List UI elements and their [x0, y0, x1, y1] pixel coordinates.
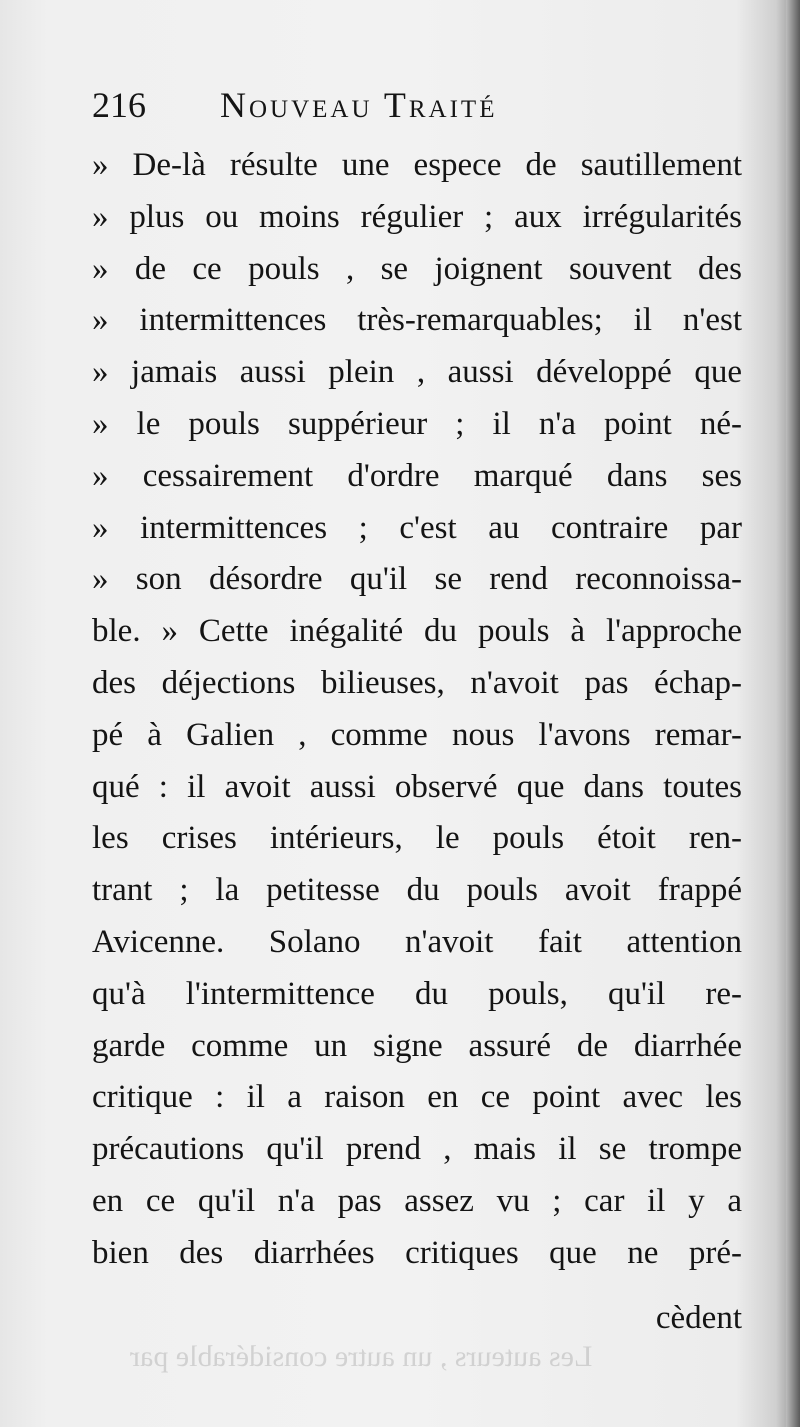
text-line: pé à Galien , comme nous l'avons remar- — [92, 716, 742, 753]
bleed-through-text: Les auteurs , un autre considérable par — [130, 1340, 593, 1373]
text-line: » de ce pouls , se joignent souvent des — [92, 250, 742, 287]
text-line: Avicenne. Solano n'avoit fait attention — [92, 923, 742, 960]
catchword: cèdent — [655, 1300, 742, 1336]
text-line: ble. » Cette inégalité du pouls à l'approche — [92, 613, 742, 650]
text-line: » plus ou moins régulier ; aux irrégularités — [92, 198, 742, 235]
text-line: des déjections bilieuses, n'avoit pas échap- — [92, 664, 742, 701]
text-line: » intermittences très-remarquables; il n'est — [92, 302, 742, 339]
text-line: bien des diarrhées critiques que ne pré- — [92, 1234, 742, 1271]
text-line: trant ; la petitesse du pouls avoit frappé — [92, 872, 742, 909]
text-line: » son désordre qu'il se rend reconnoissa- — [92, 561, 742, 598]
page-number: 216 — [92, 85, 146, 125]
running-title: Nouveau Traité — [220, 85, 498, 125]
text-line: » jamais aussi plein , aussi développé que — [92, 354, 742, 391]
page-edge-shadow — [786, 0, 800, 1427]
text-line: » De-là résulte une espece de sautillement — [92, 147, 742, 183]
page-header — [92, 78, 652, 134]
text-line: précautions qu'il prend , mais il se trompe — [92, 1131, 742, 1168]
text-line: » cessairement d'ordre marqué dans ses — [92, 457, 742, 494]
text-line: critique : il a raison en ce point avec les — [92, 1079, 742, 1116]
text-line: en ce qu'il n'a pas assez vu ; car il y a — [92, 1182, 742, 1219]
text-line: qué : il avoit aussi observé que dans toutes — [92, 768, 742, 805]
text-line: les crises intérieurs, le pouls étoit ren- — [92, 820, 742, 857]
body-text — [92, 140, 742, 1280]
text-line: qu'à l'intermittence du pouls, qu'il re- — [92, 975, 742, 1012]
text-line: » le pouls suppérieur ; il n'a point né- — [92, 405, 742, 442]
text-line: garde comme un signe assuré de diarrhée — [92, 1027, 742, 1064]
text-line: » intermittences ; c'est au contraire par — [92, 509, 742, 546]
